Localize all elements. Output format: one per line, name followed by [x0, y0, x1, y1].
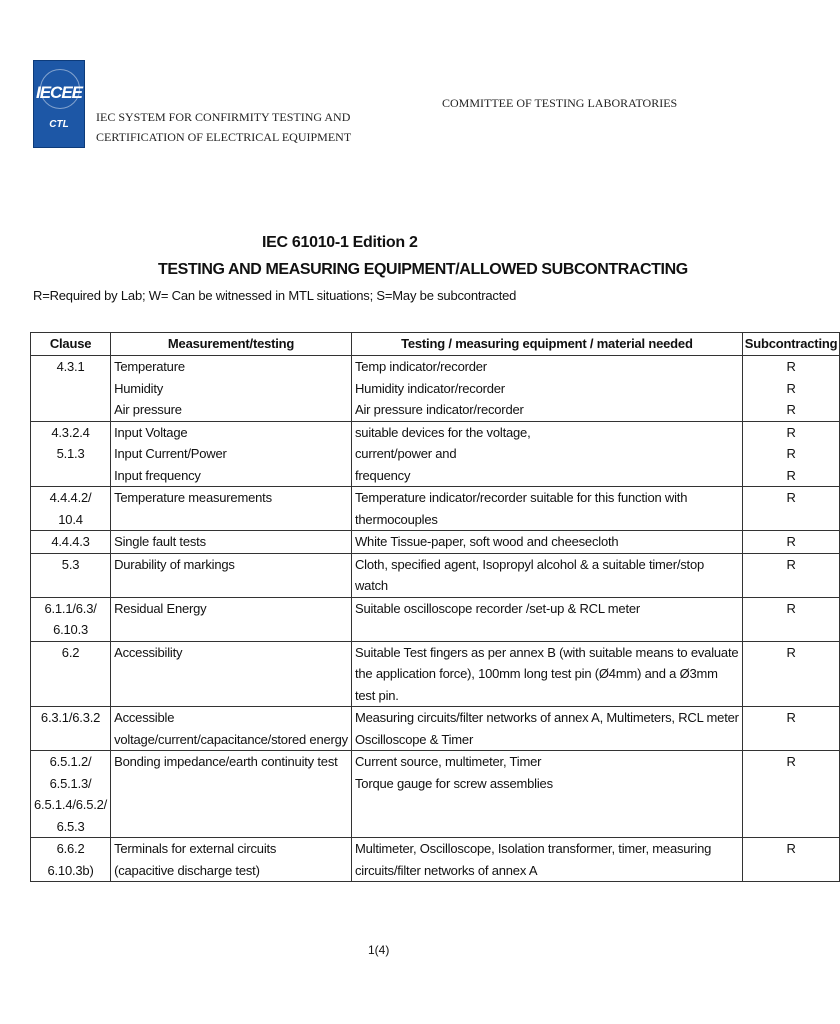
cell-line: R	[786, 600, 796, 616]
cell-line: Cloth, specified agent, Isopropyl alcohol & a suitable timer/stop	[354, 556, 705, 572]
cell-clause	[31, 531, 111, 554]
document-title: IEC 61010-1 Edition 2	[262, 234, 418, 251]
cell-line: Temperature measurements	[114, 490, 272, 505]
cell-subcontracting	[742, 356, 840, 422]
cell-subcontracting	[742, 597, 840, 641]
cell-line: R	[786, 424, 796, 440]
cell-line: Accessible	[114, 710, 175, 725]
cell-line: R	[786, 556, 796, 572]
cell-line: Terminals for external circuits	[114, 841, 277, 856]
committee-name: COMMITTEE OF TESTING LABORATORIES	[442, 96, 678, 110]
cell-line: the application force), 100mm long test pin (Ø4mm) and a Ø3mm	[354, 666, 718, 681]
cell-line: current/power and	[354, 446, 457, 461]
cell-line: 6.5.3	[56, 818, 85, 834]
cell-equipment	[351, 597, 742, 641]
cell-line: R	[786, 467, 796, 483]
cell-measurement	[111, 487, 352, 531]
cell-equipment	[351, 553, 742, 597]
cell-subcontracting	[742, 487, 840, 531]
cell-subcontracting	[742, 421, 840, 487]
cell-line: Residual Energy	[114, 600, 207, 616]
cell-line: circuits/filter networks of annex A	[354, 862, 538, 878]
cell-line: Current source, multimeter, Timer	[354, 754, 542, 769]
page-number: 1(4)	[368, 943, 390, 957]
table-row	[31, 641, 840, 707]
cell-line: R	[786, 446, 796, 461]
cell-clause	[31, 487, 111, 531]
cell-clause	[31, 356, 111, 422]
cell-line: suitable devices for the voltage,	[354, 424, 531, 440]
cell-line: 5.3	[61, 556, 80, 572]
cell-line: 4.4.4.3	[51, 534, 90, 549]
org-line-2: CERTIFICATION OF ELECTRICAL EQUIPMENT	[96, 130, 352, 144]
cell-line: Humidity indicator/recorder	[354, 380, 505, 396]
logo-sub-text: CTL	[49, 119, 69, 130]
cell-line: Oscilloscope & Timer	[354, 731, 474, 747]
cell-line: frequency	[354, 467, 411, 483]
cell-equipment	[351, 487, 742, 531]
cell-equipment	[351, 356, 742, 422]
cell-line: R	[786, 710, 796, 725]
cell-line: R	[786, 490, 796, 505]
cell-line: R	[786, 380, 796, 396]
cell-line: R	[786, 402, 796, 417]
cell-line: 5.1.3	[56, 446, 85, 461]
legend-text: R=Required by Lab; W= Can be witnessed in MTL situations; S=May be subcontracted	[33, 288, 517, 303]
cell-equipment	[351, 751, 742, 838]
cell-line: R	[786, 534, 796, 549]
cell-line: Single fault tests	[114, 534, 206, 549]
table-row	[31, 487, 840, 531]
table-row	[31, 553, 840, 597]
cell-line: Temperature indicator/recorder suitable for this function with	[354, 490, 688, 505]
cell-line: Humidity	[114, 380, 164, 396]
cell-line: thermocouples	[354, 511, 438, 527]
table-body	[31, 356, 840, 882]
cell-clause	[31, 751, 111, 838]
cell-clause	[31, 597, 111, 641]
cell-line: watch	[354, 578, 388, 593]
table-row	[31, 751, 840, 838]
cell-line: Measuring circuits/filter networks of annex A, Multimeters, RCL meter	[354, 710, 739, 725]
cell-line: R	[786, 359, 796, 374]
cell-subcontracting	[742, 751, 840, 838]
cell-line: Durability of markings	[114, 556, 235, 572]
cell-measurement	[111, 597, 352, 641]
table-header-row	[31, 333, 840, 356]
header-measurement: Measurement/testing	[111, 333, 352, 356]
cell-line: 4.3.2.4	[51, 424, 90, 440]
header-equipment: Testing / measuring equipment / material needed	[351, 333, 742, 356]
cell-measurement	[111, 531, 352, 554]
cell-measurement	[111, 553, 352, 597]
table-row	[31, 421, 840, 487]
cell-subcontracting	[742, 641, 840, 707]
org-line-1: IEC SYSTEM FOR CONFIRMITY TESTING AND	[96, 110, 351, 124]
cell-line: 6.10.3	[53, 622, 89, 637]
cell-line: Multimeter, Oscilloscope, Isolation transformer, timer, measuring	[354, 841, 712, 856]
cell-clause	[31, 421, 111, 487]
cell-subcontracting	[742, 531, 840, 554]
cell-subcontracting	[742, 707, 840, 751]
cell-subcontracting	[742, 838, 840, 882]
cell-line: (capacitive discharge test)	[114, 862, 260, 878]
cell-line: Input Current/Power	[114, 446, 227, 461]
cell-line: 6.6.2	[56, 841, 85, 856]
cell-line: Temp indicator/recorder	[354, 359, 487, 374]
table-row	[31, 838, 840, 882]
cell-line: Input Voltage	[114, 424, 188, 440]
cell-measurement	[111, 641, 352, 707]
cell-line: Suitable Test fingers as per annex B (with suitable means to evaluate	[354, 644, 739, 660]
cell-line: 6.2	[61, 644, 80, 660]
cell-equipment	[351, 531, 742, 554]
table-row	[31, 597, 840, 641]
header-clause: Clause	[31, 333, 111, 356]
header-subcontracting: Subcontracting	[742, 333, 840, 356]
cell-line: Input frequency	[114, 467, 201, 483]
cell-line: Accessibility	[114, 644, 183, 660]
cell-line: R	[786, 841, 796, 856]
cell-line: test pin.	[354, 687, 399, 703]
cell-clause	[31, 553, 111, 597]
cell-line: 6.5.1.4/6.5.2/	[34, 797, 108, 812]
table-row	[31, 356, 840, 422]
cell-line: White Tissue-paper, soft wood and cheesecloth	[354, 534, 619, 549]
cell-line: 4.3.1	[56, 359, 85, 374]
cell-line: 6.10.3b)	[47, 862, 94, 878]
cell-line: R	[786, 644, 796, 660]
cell-equipment	[351, 421, 742, 487]
cell-measurement	[111, 838, 352, 882]
cell-equipment	[351, 838, 742, 882]
cell-line: 6.5.1.2/	[49, 754, 92, 769]
table-row	[31, 531, 840, 554]
cell-clause	[31, 838, 111, 882]
cell-measurement	[111, 751, 352, 838]
cell-measurement	[111, 356, 352, 422]
cell-line: Temperature	[114, 359, 185, 374]
document-subtitle: TESTING AND MEASURING EQUIPMENT/ALLOWED SUBCONTRACTING	[158, 261, 688, 278]
cell-line: 6.5.1.3/	[49, 775, 92, 791]
cell-line: R	[786, 754, 796, 769]
cell-line: 6.3.1/6.3.2	[40, 710, 101, 725]
cell-line: Torque gauge for screw assemblies	[354, 775, 553, 791]
requirements-table	[30, 332, 840, 882]
iecee-ctl-logo	[33, 60, 85, 148]
cell-line: voltage/current/capacitance/stored energy	[114, 731, 348, 747]
cell-subcontracting	[742, 553, 840, 597]
cell-clause	[31, 641, 111, 707]
cell-equipment	[351, 707, 742, 751]
cell-measurement	[111, 421, 352, 487]
cell-clause	[31, 707, 111, 751]
cell-equipment	[351, 641, 742, 707]
cell-line: Suitable oscilloscope recorder /set-up & RCL meter	[354, 600, 641, 616]
organization-name	[96, 107, 351, 147]
cell-line: 4.4.4.2/	[49, 490, 92, 505]
logo-main-text: IECEE	[35, 83, 83, 102]
cell-line: Air pressure	[114, 402, 182, 417]
cell-line: Air pressure indicator/recorder	[354, 402, 524, 417]
cell-line: 10.4	[58, 511, 83, 527]
cell-line: Bonding impedance/earth continuity test	[114, 754, 338, 769]
table-row	[31, 707, 840, 751]
cell-line: 6.1.1/6.3/	[44, 600, 97, 616]
cell-measurement	[111, 707, 352, 751]
